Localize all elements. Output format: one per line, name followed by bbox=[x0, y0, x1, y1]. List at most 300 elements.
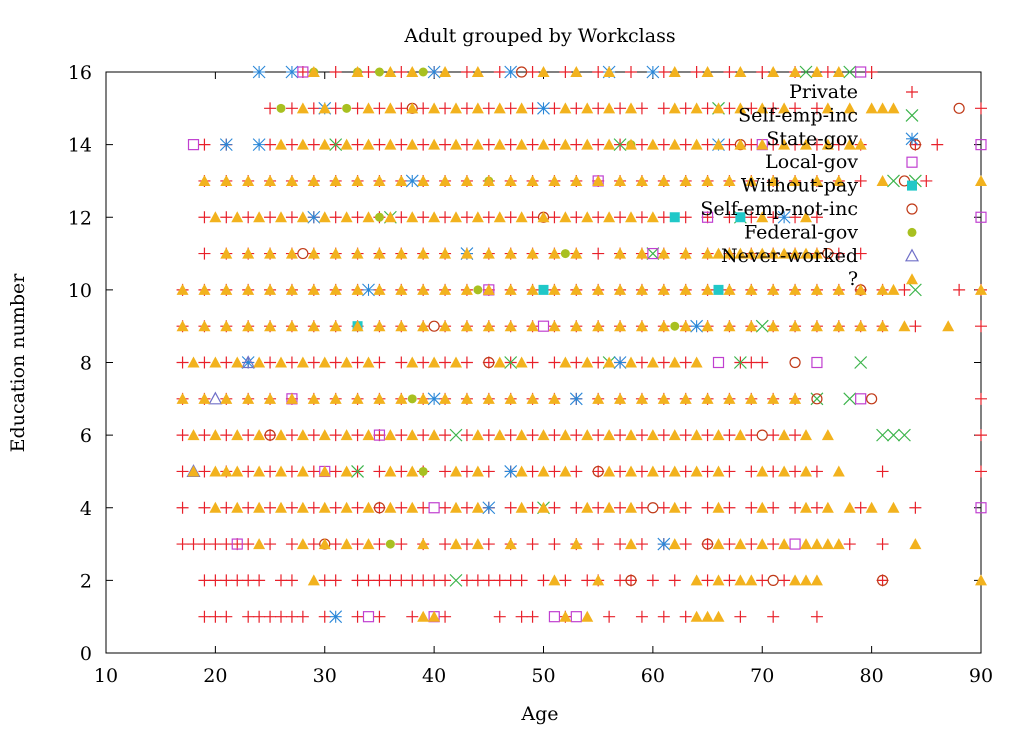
data-point bbox=[308, 429, 320, 441]
data-point bbox=[734, 611, 746, 623]
data-point bbox=[768, 575, 778, 585]
data-point bbox=[581, 574, 593, 586]
legend-symbol bbox=[906, 109, 918, 121]
data-point bbox=[505, 429, 517, 441]
data-point bbox=[811, 465, 823, 477]
data-point bbox=[723, 465, 735, 477]
data-point bbox=[319, 502, 331, 513]
data-point bbox=[756, 574, 768, 586]
data-point bbox=[275, 211, 287, 222]
data-point bbox=[450, 465, 462, 476]
data-point bbox=[319, 611, 331, 623]
data-point bbox=[539, 321, 549, 331]
data-point bbox=[756, 357, 768, 369]
legend-symbol bbox=[908, 228, 917, 237]
data-point bbox=[417, 611, 429, 622]
data-point bbox=[253, 465, 265, 476]
data-point bbox=[866, 502, 878, 513]
data-point bbox=[855, 357, 867, 369]
data-point bbox=[811, 502, 823, 514]
data-point bbox=[855, 502, 867, 514]
data-point bbox=[363, 502, 375, 513]
data-point bbox=[527, 102, 539, 114]
data-point bbox=[417, 357, 429, 369]
data-point bbox=[658, 139, 670, 151]
data-point bbox=[800, 465, 812, 476]
data-point bbox=[277, 104, 286, 113]
data-point bbox=[680, 139, 692, 151]
data-point bbox=[472, 102, 484, 113]
data-point bbox=[570, 139, 582, 151]
data-point bbox=[691, 102, 703, 113]
data-point bbox=[330, 102, 342, 114]
data-point bbox=[670, 322, 679, 331]
data-point bbox=[702, 102, 714, 114]
data-point bbox=[341, 465, 353, 476]
data-point bbox=[527, 502, 539, 514]
data-point bbox=[680, 102, 692, 114]
data-point bbox=[527, 538, 539, 550]
data-point bbox=[308, 102, 320, 114]
y-axis-label: Education number bbox=[7, 273, 29, 453]
data-point bbox=[384, 465, 396, 476]
data-point bbox=[636, 102, 648, 114]
data-point bbox=[592, 248, 604, 260]
data-point bbox=[559, 66, 571, 78]
data-point bbox=[494, 66, 506, 78]
data-point bbox=[559, 574, 571, 586]
data-point bbox=[286, 538, 298, 550]
data-point bbox=[581, 102, 593, 113]
data-point bbox=[691, 320, 703, 332]
data-point bbox=[844, 393, 856, 405]
data-point bbox=[417, 211, 429, 223]
data-point bbox=[417, 502, 429, 514]
data-point bbox=[581, 357, 593, 368]
data-point bbox=[286, 66, 298, 78]
data-point bbox=[494, 357, 506, 368]
data-point bbox=[658, 211, 670, 223]
data-point bbox=[439, 611, 451, 623]
data-point bbox=[177, 538, 189, 550]
data-point bbox=[461, 574, 473, 586]
legend-symbol bbox=[907, 204, 917, 214]
data-point bbox=[767, 465, 779, 477]
data-point bbox=[189, 140, 199, 150]
data-point bbox=[702, 611, 714, 622]
data-point bbox=[778, 465, 790, 476]
data-point bbox=[877, 102, 889, 113]
data-point bbox=[691, 611, 703, 622]
data-point bbox=[450, 502, 462, 513]
data-point bbox=[297, 139, 309, 150]
data-point bbox=[253, 139, 265, 151]
data-point bbox=[494, 102, 506, 113]
data-point bbox=[549, 612, 559, 622]
data-point bbox=[483, 502, 495, 514]
legend-label: Federal-gov bbox=[743, 221, 858, 244]
data-point bbox=[308, 538, 320, 550]
x-axis-label: Age bbox=[521, 703, 559, 725]
data-point bbox=[636, 611, 648, 623]
data-point bbox=[581, 429, 593, 440]
data-point bbox=[592, 102, 604, 114]
data-point bbox=[658, 102, 670, 114]
data-point bbox=[198, 139, 210, 151]
data-point bbox=[603, 139, 615, 150]
chart-title: Adult grouped by Workclass bbox=[404, 25, 676, 47]
data-point bbox=[209, 538, 221, 550]
data-point bbox=[516, 611, 528, 623]
data-point bbox=[812, 358, 822, 368]
data-point bbox=[745, 502, 757, 514]
data-point bbox=[811, 611, 823, 623]
data-point bbox=[494, 429, 506, 440]
data-point bbox=[428, 574, 440, 586]
data-point bbox=[253, 502, 265, 513]
data-point bbox=[571, 612, 581, 622]
data-point bbox=[330, 574, 342, 586]
data-point bbox=[395, 66, 407, 78]
data-point bbox=[647, 357, 659, 368]
data-point bbox=[647, 574, 659, 586]
data-point bbox=[209, 502, 221, 513]
data-point bbox=[461, 429, 473, 441]
data-point bbox=[702, 538, 714, 550]
data-point bbox=[614, 102, 626, 114]
data-point bbox=[767, 538, 779, 550]
data-point bbox=[680, 211, 692, 223]
data-point bbox=[505, 211, 517, 223]
data-point bbox=[538, 211, 550, 222]
data-point bbox=[364, 612, 374, 622]
data-point bbox=[790, 358, 800, 368]
data-point bbox=[691, 66, 703, 78]
data-point bbox=[723, 574, 735, 586]
data-point bbox=[592, 465, 604, 477]
data-point bbox=[341, 502, 353, 513]
x-tick-label: 10 bbox=[93, 665, 119, 687]
legend-label: Self-emp-inc bbox=[738, 104, 858, 127]
data-point bbox=[505, 102, 517, 114]
data-point bbox=[297, 429, 309, 440]
data-point bbox=[647, 139, 659, 150]
data-point bbox=[373, 357, 385, 369]
data-point bbox=[253, 574, 265, 586]
data-point bbox=[745, 357, 757, 369]
data-point bbox=[570, 429, 582, 441]
data-point bbox=[406, 502, 418, 513]
data-point bbox=[319, 465, 331, 476]
data-point bbox=[439, 574, 451, 586]
data-point bbox=[833, 538, 845, 549]
data-point bbox=[592, 357, 604, 369]
data-point bbox=[330, 357, 342, 369]
data-point bbox=[363, 284, 375, 296]
data-point bbox=[188, 357, 200, 368]
data-point bbox=[756, 320, 768, 332]
data-point bbox=[538, 139, 550, 150]
data-point bbox=[352, 139, 364, 151]
data-point bbox=[286, 429, 298, 441]
data-point bbox=[472, 429, 484, 440]
data-point bbox=[723, 139, 735, 151]
data-point bbox=[330, 66, 342, 78]
data-point bbox=[745, 429, 757, 441]
data-point bbox=[527, 465, 539, 477]
data-point bbox=[920, 175, 932, 187]
data-point bbox=[231, 211, 243, 222]
data-point bbox=[275, 611, 287, 623]
data-point bbox=[975, 175, 987, 186]
data-point bbox=[680, 538, 692, 550]
legend-symbol bbox=[906, 273, 918, 284]
data-point bbox=[658, 502, 670, 514]
data-point bbox=[439, 357, 451, 369]
data-point bbox=[483, 211, 495, 223]
data-point bbox=[461, 66, 473, 78]
data-point bbox=[888, 284, 900, 295]
data-point bbox=[822, 538, 834, 549]
legend-label: Self-emp-not-inc bbox=[700, 198, 858, 220]
data-point bbox=[297, 502, 309, 513]
data-point bbox=[756, 502, 768, 513]
data-point bbox=[198, 538, 210, 550]
data-point bbox=[745, 465, 757, 477]
data-point bbox=[669, 574, 681, 586]
data-point bbox=[198, 211, 210, 223]
legend-label: Private bbox=[789, 81, 858, 103]
data-point bbox=[286, 211, 298, 223]
data-point bbox=[297, 66, 309, 78]
data-point bbox=[428, 357, 440, 368]
data-point bbox=[877, 175, 889, 186]
data-point bbox=[931, 139, 943, 151]
data-point bbox=[723, 502, 735, 514]
data-point bbox=[450, 574, 462, 586]
data-point bbox=[909, 139, 921, 151]
data-point bbox=[713, 538, 725, 549]
data-point bbox=[680, 502, 692, 514]
data-point bbox=[297, 465, 309, 476]
data-point bbox=[220, 139, 232, 151]
data-point bbox=[648, 503, 658, 513]
data-point bbox=[778, 574, 790, 586]
data-point bbox=[767, 611, 779, 623]
data-point bbox=[527, 611, 539, 623]
data-point bbox=[527, 139, 539, 151]
data-point bbox=[483, 139, 495, 151]
data-point bbox=[483, 429, 495, 441]
data-point bbox=[352, 574, 364, 586]
data-point bbox=[516, 139, 528, 150]
data-point bbox=[220, 538, 232, 550]
legend-label: ? bbox=[847, 268, 858, 291]
data-point bbox=[363, 574, 375, 586]
data-point bbox=[811, 574, 823, 585]
data-point bbox=[220, 429, 232, 441]
data-point bbox=[264, 465, 276, 477]
series-7 bbox=[188, 357, 255, 477]
data-point bbox=[877, 574, 889, 586]
data-point bbox=[352, 357, 364, 369]
data-point bbox=[384, 139, 396, 150]
data-point bbox=[636, 429, 648, 441]
series-4 bbox=[353, 212, 746, 331]
data-point bbox=[856, 394, 866, 404]
data-point bbox=[975, 393, 987, 405]
y-tick-label: 16 bbox=[67, 62, 92, 84]
data-point bbox=[473, 285, 482, 294]
data-point bbox=[559, 211, 571, 222]
data-point bbox=[330, 502, 342, 514]
data-point bbox=[428, 139, 440, 150]
data-point bbox=[691, 429, 703, 440]
data-point bbox=[954, 103, 964, 113]
data-point bbox=[373, 102, 385, 114]
data-point bbox=[516, 465, 528, 476]
data-point bbox=[625, 574, 637, 586]
data-point bbox=[450, 429, 462, 441]
data-point bbox=[494, 574, 506, 586]
series-8 bbox=[177, 66, 987, 622]
data-point bbox=[363, 66, 375, 78]
data-point bbox=[548, 465, 560, 477]
data-point bbox=[548, 139, 560, 151]
data-point bbox=[538, 429, 550, 440]
data-point bbox=[603, 611, 615, 623]
data-point bbox=[330, 611, 342, 623]
data-point bbox=[570, 502, 582, 514]
data-point bbox=[538, 574, 550, 586]
data-point bbox=[363, 211, 375, 222]
data-point bbox=[341, 139, 353, 150]
data-point bbox=[408, 394, 417, 403]
data-point bbox=[603, 102, 615, 113]
data-point bbox=[669, 357, 681, 368]
data-point bbox=[592, 502, 604, 514]
data-point bbox=[647, 248, 659, 260]
data-point bbox=[242, 357, 254, 369]
data-point bbox=[548, 102, 560, 114]
data-point bbox=[603, 211, 615, 222]
data-point bbox=[384, 102, 396, 113]
data-point bbox=[373, 611, 385, 623]
data-point bbox=[352, 211, 364, 223]
data-point bbox=[614, 429, 626, 441]
data-point bbox=[319, 139, 331, 150]
data-point bbox=[866, 66, 878, 78]
data-point bbox=[220, 357, 232, 369]
data-point bbox=[713, 429, 725, 440]
data-point bbox=[253, 538, 265, 549]
data-point bbox=[789, 502, 801, 514]
data-point bbox=[559, 465, 571, 476]
data-point bbox=[592, 66, 604, 78]
data-point bbox=[570, 465, 582, 477]
data-point bbox=[395, 357, 407, 369]
data-point bbox=[308, 211, 320, 223]
data-point bbox=[636, 139, 648, 151]
data-point bbox=[680, 611, 692, 623]
x-tick-label: 60 bbox=[640, 665, 665, 687]
data-point bbox=[570, 357, 582, 369]
data-point bbox=[680, 429, 692, 441]
data-point bbox=[231, 574, 243, 586]
data-point bbox=[342, 104, 351, 113]
y-tick-label: 0 bbox=[79, 643, 92, 665]
data-point bbox=[297, 211, 309, 222]
data-point bbox=[253, 429, 265, 440]
data-point bbox=[220, 502, 232, 514]
data-point bbox=[308, 357, 320, 369]
data-point bbox=[406, 211, 418, 222]
data-point bbox=[505, 139, 517, 151]
data-point bbox=[713, 611, 725, 622]
data-point bbox=[975, 429, 987, 441]
data-point bbox=[373, 502, 385, 514]
data-point bbox=[559, 357, 571, 368]
data-point bbox=[450, 538, 462, 549]
data-point bbox=[669, 139, 681, 150]
data-point bbox=[439, 211, 451, 223]
data-point bbox=[308, 574, 320, 585]
data-point bbox=[527, 211, 539, 223]
data-point bbox=[428, 102, 440, 113]
data-point bbox=[636, 465, 648, 477]
data-point bbox=[745, 538, 757, 550]
data-point bbox=[406, 102, 418, 113]
data-point bbox=[822, 502, 834, 513]
data-point bbox=[548, 357, 560, 369]
data-point bbox=[527, 66, 539, 78]
data-point bbox=[691, 139, 703, 150]
data-point bbox=[319, 211, 331, 222]
data-point bbox=[352, 538, 364, 550]
data-point bbox=[406, 357, 418, 368]
data-point bbox=[975, 320, 987, 332]
data-point bbox=[450, 211, 462, 222]
data-point bbox=[231, 465, 243, 476]
data-point bbox=[395, 574, 407, 586]
data-point bbox=[209, 611, 221, 623]
data-point bbox=[789, 574, 801, 585]
data-point bbox=[756, 66, 768, 78]
data-point bbox=[373, 139, 385, 151]
data-point bbox=[909, 502, 921, 514]
data-point bbox=[373, 538, 385, 550]
data-point bbox=[297, 102, 309, 113]
data-point bbox=[669, 429, 681, 440]
data-point bbox=[429, 503, 439, 513]
data-point bbox=[198, 248, 210, 260]
data-point bbox=[756, 465, 768, 476]
data-point bbox=[505, 502, 517, 514]
data-point bbox=[253, 357, 265, 368]
data-point bbox=[691, 465, 703, 476]
data-point bbox=[439, 502, 451, 514]
legend-label: Without-pay bbox=[740, 174, 858, 197]
data-point bbox=[714, 285, 724, 295]
legend-symbol bbox=[906, 250, 918, 261]
data-point bbox=[800, 502, 812, 513]
data-point bbox=[177, 465, 189, 477]
data-point bbox=[559, 139, 571, 150]
data-point bbox=[395, 465, 407, 477]
y-tick-label: 12 bbox=[67, 207, 92, 230]
data-point bbox=[406, 139, 418, 150]
data-point bbox=[253, 66, 265, 78]
